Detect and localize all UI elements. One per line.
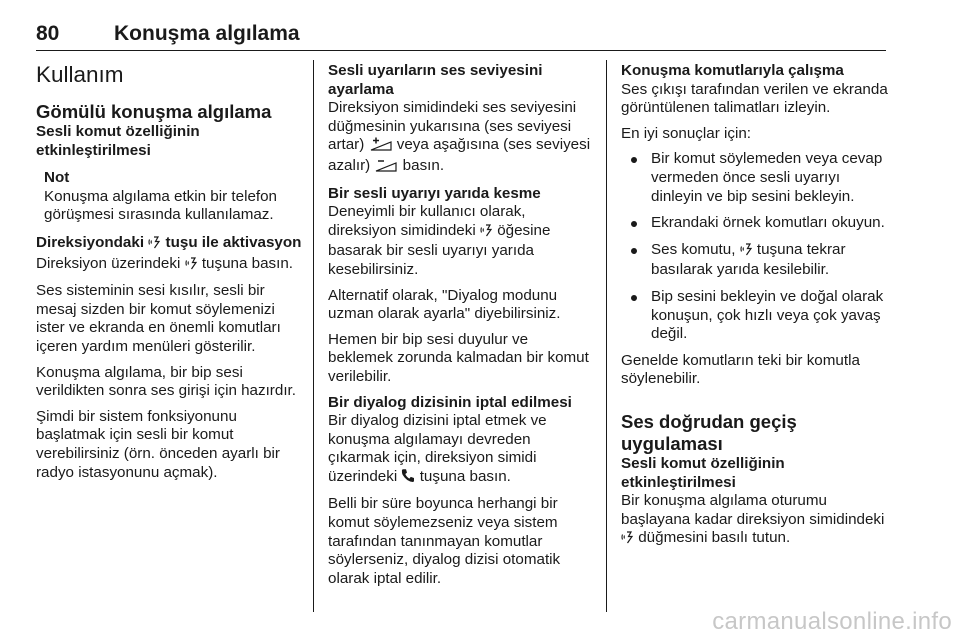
column-2 [328, 62, 596, 595]
paragraph-expert-mode: Alternatif olarak, "Diyalog modunu uzman olarak ayarla" diyebilirsiniz. [328, 286, 561, 323]
column-divider-1 [313, 60, 314, 612]
list-item-text: Ekrandaki örnek komutları okuyun. [651, 214, 885, 232]
paragraph-text-a: Deneyimli bir kullanıcı olarak, direksiyon simidindeki [328, 203, 526, 239]
paragraph-text-b: veya aşağısına (ses seviyesi azalır) [328, 136, 591, 174]
bullet-icon [631, 221, 637, 227]
bullet-icon [631, 248, 637, 254]
paragraph-instructions: Ses çıkışı tarafından verilen ve ekranda görüntülenen talimatları izleyin. [621, 80, 888, 117]
paragraph-text-c: basın. [402, 156, 445, 174]
heading-voice-commands: Konuşma komutlarıyla çalışma [621, 62, 844, 79]
voice-control-icon [148, 234, 161, 255]
running-title: Konuşma algılama [114, 22, 300, 45]
section-title: Kullanım [36, 62, 124, 87]
voice-control-icon [185, 255, 198, 276]
bullet-icon [631, 157, 637, 163]
paragraph-press-button [36, 255, 302, 276]
paragraph-text-b: tuşuna basın. [419, 467, 511, 485]
paragraph-auto-cancel: Belli bir süre boyunca herhangi bir komut söylemezseniz veya sistem tarafından tanınmayan komutlar söylerseniz, diyalog dizisi otomatik olarak iptal edilir. [328, 495, 561, 587]
list-item-text: Bip sesini bekleyin ve doğal olarak konuşun, çok hızlı veya çok yavaş değil. [651, 287, 884, 343]
paragraph-single-command: Genelde komutların teki bir komutla söylenebilir. [621, 351, 860, 388]
paragraph-interrupt [328, 203, 596, 279]
paragraph-text-a: Bir konuşma algılama oturumu başlayana kadar direksiyon simidindeki [621, 492, 885, 528]
header-rule [36, 50, 886, 51]
voice-control-icon [740, 241, 753, 262]
list-item [621, 214, 889, 233]
page-header [36, 22, 886, 52]
paragraph-cancel-dialog [328, 412, 596, 488]
paragraph-text-b: tuşuna basın. [201, 254, 294, 272]
paragraph-text-a: Direksiyon üzerindeki [36, 254, 181, 272]
column-divider-2 [606, 60, 607, 612]
tips-list [621, 150, 889, 343]
paragraph-best-results: En iyi sonuçlar için: [621, 124, 751, 142]
heading-text-b: tuşu ile aktivasyon [165, 233, 302, 251]
note-label: Not [44, 169, 70, 187]
voice-control-icon [480, 222, 493, 243]
volume-down-icon [374, 157, 398, 178]
paragraph-hold-button [621, 492, 889, 550]
column-3 [621, 62, 889, 557]
paragraph-beep: Hemen bir bip sesi duyulur ve beklemek zorunda kalmadan bir komut verilebilir. [328, 330, 589, 385]
paragraph-text-b: düğmesini basılı tutun. [638, 529, 791, 547]
heading-voice-activation: Sesli komut özelliğinin etkinleştirilmesi [36, 123, 200, 159]
paragraph-volume [328, 99, 596, 177]
heading-text-a: Direksiyondaki [36, 233, 145, 251]
note-block [44, 169, 302, 225]
subsection-title-passthrough: Ses doğrudan geçiş uygulaması [621, 410, 797, 454]
paragraph-ready: Konuşma algılama, bir bip sesi verildikten sonra ses girişi için hazırdır. [36, 363, 296, 400]
heading-cancel-dialog: Bir diyalog dizisinin iptal edilmesi [328, 393, 572, 411]
list-item [621, 288, 889, 344]
voice-control-icon [621, 529, 634, 550]
watermark: carmanualsonline.info [712, 608, 952, 635]
paragraph-text-a: Bir diyalog dizisini iptal etmek ve konuşma algılamayı devreden çıkarmak için, direksiyon simidi üzerindeki [328, 412, 547, 485]
list-item [621, 241, 889, 280]
phone-icon [401, 468, 415, 489]
paragraph-text-b: öğesine basarak bir sesli uyarıyı yarıda kesebilirsiniz. [328, 221, 551, 278]
page-number: 80 [36, 22, 60, 45]
list-item-text: Bir komut söylemeden veya cevap vermeden önce sesli uyarıyı dinleyin ve bip sesini bekleyin. [651, 150, 883, 205]
column-1 [36, 62, 302, 489]
note-text: Konuşma algılama etkin bir telefon görüşmesi sırasında kullanılamaz. [44, 187, 278, 224]
list-item [621, 150, 889, 206]
bullet-icon [631, 295, 637, 301]
paragraph-text-a: Direksiyon simidindeki ses seviyesini düğmesinin yukarısına (ses seviyesi artar) [328, 99, 577, 154]
list-item-text-a: Ses komutu, [651, 240, 736, 258]
volume-up-icon [369, 136, 393, 157]
subsection-title: Gömülü konuşma algılama [36, 101, 272, 122]
heading-interrupt: Bir sesli uyarıyı yarıda kesme [328, 184, 541, 202]
heading-volume: Sesli uyarıların ses seviyesini ayarlama [328, 62, 543, 98]
paragraph-give-command: Şimdi bir sistem fonksiyonunu başlatmak için sesli bir komut verebilirsiniz (örn. önceden ayarlı bir radyo istasyonunu açmak). [36, 407, 280, 481]
heading-passthrough-activation: Sesli komut özelliğinin etkinleştirilmesi [621, 454, 785, 491]
heading-steering-activation [36, 234, 302, 255]
paragraph-system-muted: Ses sisteminin sesi kısılır, sesli bir mesaj sizden bir komut söylemenizi ister ve ekranda en önemli komutları içeren yardım menüleri gösterilir. [36, 282, 281, 355]
list-item-text-b: tuşuna tekrar basılarak yarıda kesilebilir. [651, 240, 846, 279]
